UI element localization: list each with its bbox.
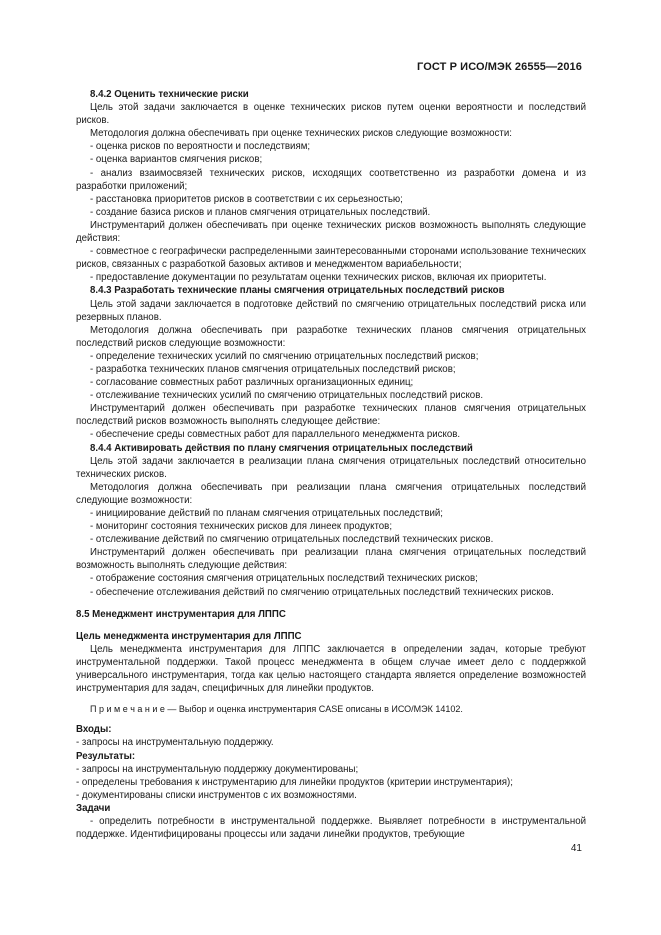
text-paragraph: П р и м е ч а н и е — Выбор и оценка инструментария CASE описаны в ИСО/МЭК 14102. [90, 704, 463, 715]
text-paragraph: Цель этой задачи заключается в реализации плана смягчения отрицательных последствий относительно технических рисков. [76, 455, 586, 480]
text-paragraph: - инициирование действий по планам смягчения отрицательных последствий; [90, 508, 443, 519]
text-paragraph: - отслеживание действий по смягчению отрицательных последствий технических рисков. [90, 534, 494, 546]
text-paragraph: - совместное с географически распределенными заинтересованными сторонами использование технических рисков, связанных с разработкой базовых активов и менеджментом вариабельности; [76, 246, 586, 271]
text-paragraph: - предоставление документации по результатам оценки технических рисков, включая их приоритеты. [90, 272, 547, 284]
text-paragraph: Методология должна обеспечивать при оценке технических рисков следующие возможности: [90, 128, 512, 140]
section-heading: Входы: [76, 724, 112, 736]
section-heading: Цель менеджмента инструментария для ЛППС [76, 630, 302, 642]
text-paragraph: - отслеживание технических усилий по смягчению отрицательных последствий рисков. [90, 390, 484, 402]
text-paragraph: Методология должна обеспечивать при реализации плана смягчения отрицательных последствий следующие возможности: [76, 481, 586, 506]
text-paragraph: - оценка вариантов смягчения рисков; [90, 154, 263, 166]
text-paragraph: Цель менеджмента инструментария для ЛППС заключается в определении задач, которые требуют инструментальной поддержки. Такой процесс менеджмента в общем случае имеет дело с поддержкой универсального инструментария, тогда как целью настоящего стандарта является определение возможностей инструментария для задач, специфичных для линейки продуктов. [76, 643, 586, 695]
text-paragraph: - оценка рисков по вероятности и последствиям; [90, 141, 311, 153]
page-content [76, 88, 586, 841]
standard-header: ГОСТ Р ИСО/МЭК 26555—2016 [417, 61, 582, 73]
text-paragraph: - определены требования к инструментарию для линейки продуктов (критерии инструментария); [76, 776, 513, 788]
text-paragraph: - анализ взаимосвязей технических рисков, исходящих соответственно из разработки домена и из разработки приложений; [76, 167, 586, 192]
text-paragraph: Инструментарий должен обеспечивать при оценке технических рисков возможность выполнять следующие действия: [76, 219, 586, 245]
page-number: 41 [570, 843, 582, 854]
text-paragraph: - обеспечение отслеживания действий по смягчению отрицательных последствий технических рисков. [90, 586, 554, 598]
text-paragraph: Цель этой задачи заключается в оценке технических рисков путем оценки вероятности и последствий рисков. [76, 102, 586, 127]
text-paragraph: Цель этой задачи заключается в подготовке действий по смягчению отрицательных последствий риска или резервных планов. [76, 298, 586, 323]
text-paragraph: - разработка технических планов смягчения отрицательных последствий рисков; [90, 363, 456, 375]
text-paragraph: Методология должна обеспечивать при разработке технических планов смягчения отрицательных последствий рисков следующие возможности: [76, 324, 586, 349]
text-paragraph: Инструментарий должен обеспечивать при реализации плана смягчения отрицательных последствий возможность выполнять следующие действия: [76, 547, 586, 572]
text-paragraph: Инструментарий должен обеспечивать при разработке технических планов смягчения отрицательных последствий рисков возможность выполнять следующее действие: [76, 403, 586, 428]
section-heading: 8.4.3 Разработать технические планы смягчения отрицательных последствий рисков [90, 285, 505, 297]
text-paragraph: - определить потребности в инструментальной поддержке. Выявляет потребности в инструментальной поддержке. Идентифицированы процессы или задачи линейки продуктов, требующие [76, 815, 586, 841]
section-heading: 8.4.2 Оценить технические риски [90, 89, 249, 100]
text-paragraph: - согласование совместных работ различных организационных единиц; [90, 377, 414, 389]
text-paragraph: - запросы на инструментальную поддержку. [76, 737, 274, 749]
text-paragraph: - создание базиса рисков и планов смягчения отрицательных последствий. [90, 206, 431, 218]
text-paragraph: - документированы списки инструментов с их возможностями. [76, 789, 357, 801]
section-heading: 8.4.4 Активировать действия по плану смягчения отрицательных последствий [90, 442, 473, 454]
text-paragraph: - обеспечение среды совместных работ для параллельного менеджмента рисков. [90, 429, 461, 441]
section-heading: Задачи [76, 802, 111, 814]
text-paragraph: - мониторинг состояния технических рисков для линеек продуктов; [90, 521, 393, 533]
text-paragraph: - определение технических усилий по смягчению отрицательных последствий рисков; [90, 350, 479, 362]
text-paragraph: - запросы на инструментальную поддержку документированы; [76, 763, 359, 775]
section-heading: Результаты: [76, 750, 136, 762]
text-paragraph: - отображение состояния смягчения отрицательных последствий технических рисков; [90, 573, 478, 585]
text-paragraph: - расстановка приоритетов рисков в соответствии с их серьезностью; [90, 193, 403, 205]
text-paragraph: 8.5 Менеджмент инструментария для ЛППС [76, 608, 286, 620]
